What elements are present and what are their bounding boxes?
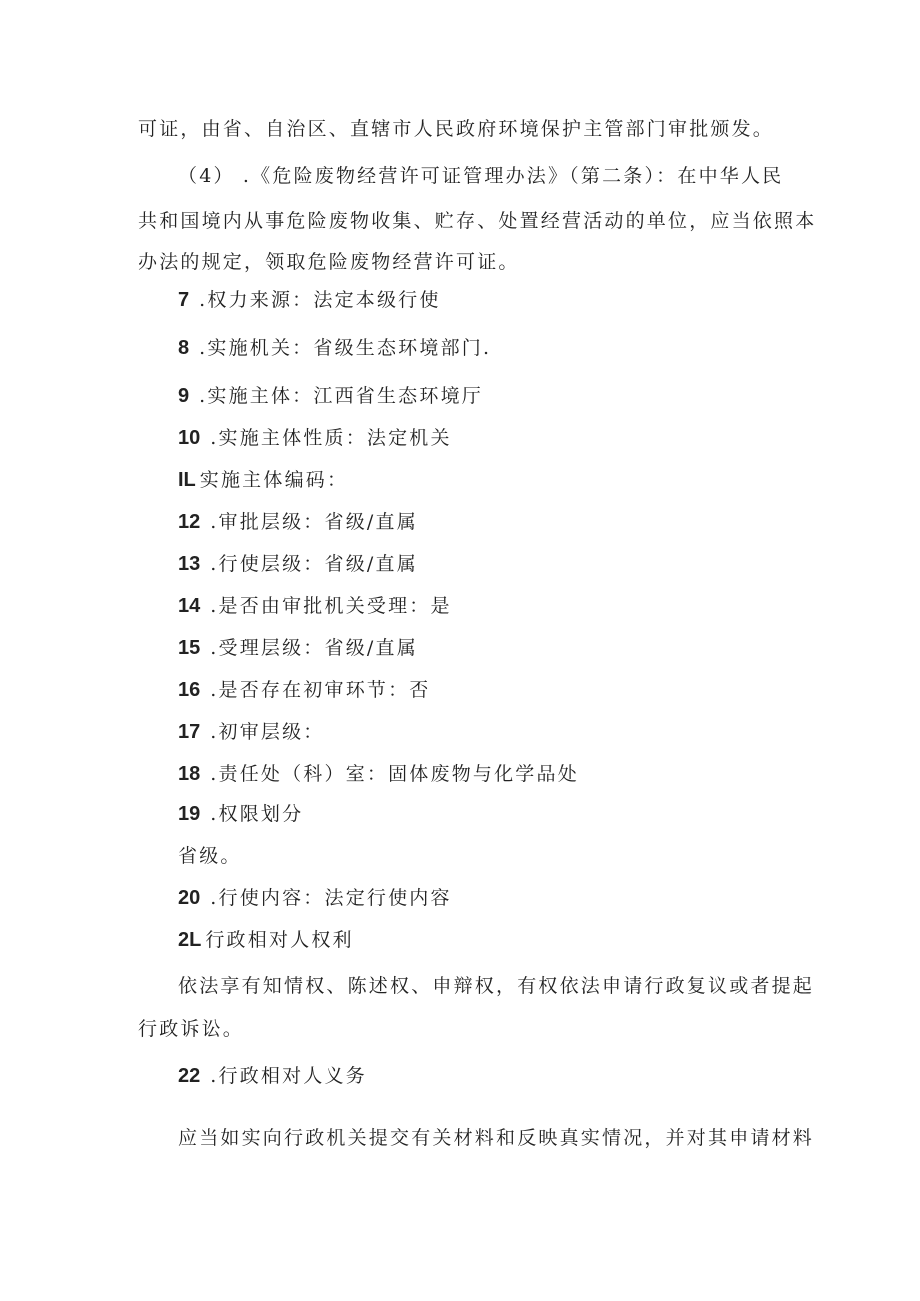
paragraph-line: 省级。	[178, 845, 242, 867]
item-number: 16	[178, 679, 201, 701]
item-number: 7	[178, 289, 190, 311]
item-text: .审批层级：省级/直属	[210, 511, 418, 533]
item-number: 22	[178, 1065, 201, 1087]
item-number: 12	[178, 511, 201, 533]
item-number: 13	[178, 553, 201, 575]
paragraph-line: 办法的规定，领取危险废物经营许可证。	[138, 251, 520, 273]
item-number: 19	[178, 803, 201, 825]
list-item	[178, 384, 483, 408]
item-text: .是否由审批机关受理：是	[210, 595, 452, 617]
paragraph-line: 应当如实向行政机关提交有关材料和反映真实情况，并对其申请材料	[178, 1127, 815, 1149]
item-text: .实施主体性质：法定机关	[210, 427, 452, 449]
item-text: .受理层级：省级/直属	[210, 637, 418, 659]
list-item	[178, 720, 325, 744]
list-item	[178, 594, 452, 618]
item-text: .实施主体：江西省生态环境厅	[199, 385, 483, 407]
item-number: 17	[178, 721, 201, 743]
item-number: 2L	[178, 929, 202, 951]
list-item	[178, 288, 441, 312]
item-text: .责任处（科）室：固体废物与化学品处	[210, 763, 579, 785]
list-item	[178, 468, 348, 492]
item-text: .初审层级：	[210, 721, 325, 743]
item-number: IL	[178, 469, 196, 491]
item-text: 行政相对人权利	[205, 929, 354, 951]
item-number: 20	[178, 887, 201, 909]
item-number: 14	[178, 595, 201, 617]
item-number: 18	[178, 763, 201, 785]
item-text: .权限划分	[210, 803, 304, 825]
list-item	[178, 928, 354, 952]
list-item	[178, 762, 579, 786]
paragraph-line: 可证，由省、自治区、直辖市人民政府环境保护主管部门审批颁发。	[138, 118, 775, 140]
list-item	[178, 1064, 367, 1088]
paragraph-line: 行政诉讼。	[138, 1018, 245, 1040]
item-text: .行政相对人义务	[210, 1065, 367, 1087]
item-text: .行使内容：法定行使内容	[210, 887, 452, 909]
list-item	[178, 426, 452, 450]
list-item	[178, 336, 491, 360]
item-text: .实施机关：省级生态环境部门.	[199, 337, 492, 359]
paragraph-line: （4） .《危险废物经营许可证管理办法》（第二条）：在中华人民	[178, 165, 784, 187]
list-item	[178, 510, 418, 534]
item-number: 10	[178, 427, 201, 449]
item-number: 15	[178, 637, 201, 659]
item-number: 9	[178, 385, 190, 407]
item-text: 实施主体编码：	[199, 469, 349, 491]
item-text: .权力来源：法定本级行使	[199, 289, 441, 311]
list-item	[178, 552, 418, 576]
item-text: .行使层级：省级/直属	[210, 553, 418, 575]
paragraph-line: 依法享有知情权、陈述权、申辩权，有权依法申请行政复议或者提起	[178, 975, 815, 997]
item-text: .是否存在初审环节：否	[210, 679, 431, 701]
paragraph-line: 共和国境内从事危险废物收集、贮存、处置经营活动的单位，应当依照本	[138, 210, 817, 232]
list-item	[178, 636, 418, 660]
item-number: 8	[178, 337, 190, 359]
list-item	[178, 802, 303, 826]
list-item	[178, 678, 431, 702]
list-item	[178, 886, 452, 910]
